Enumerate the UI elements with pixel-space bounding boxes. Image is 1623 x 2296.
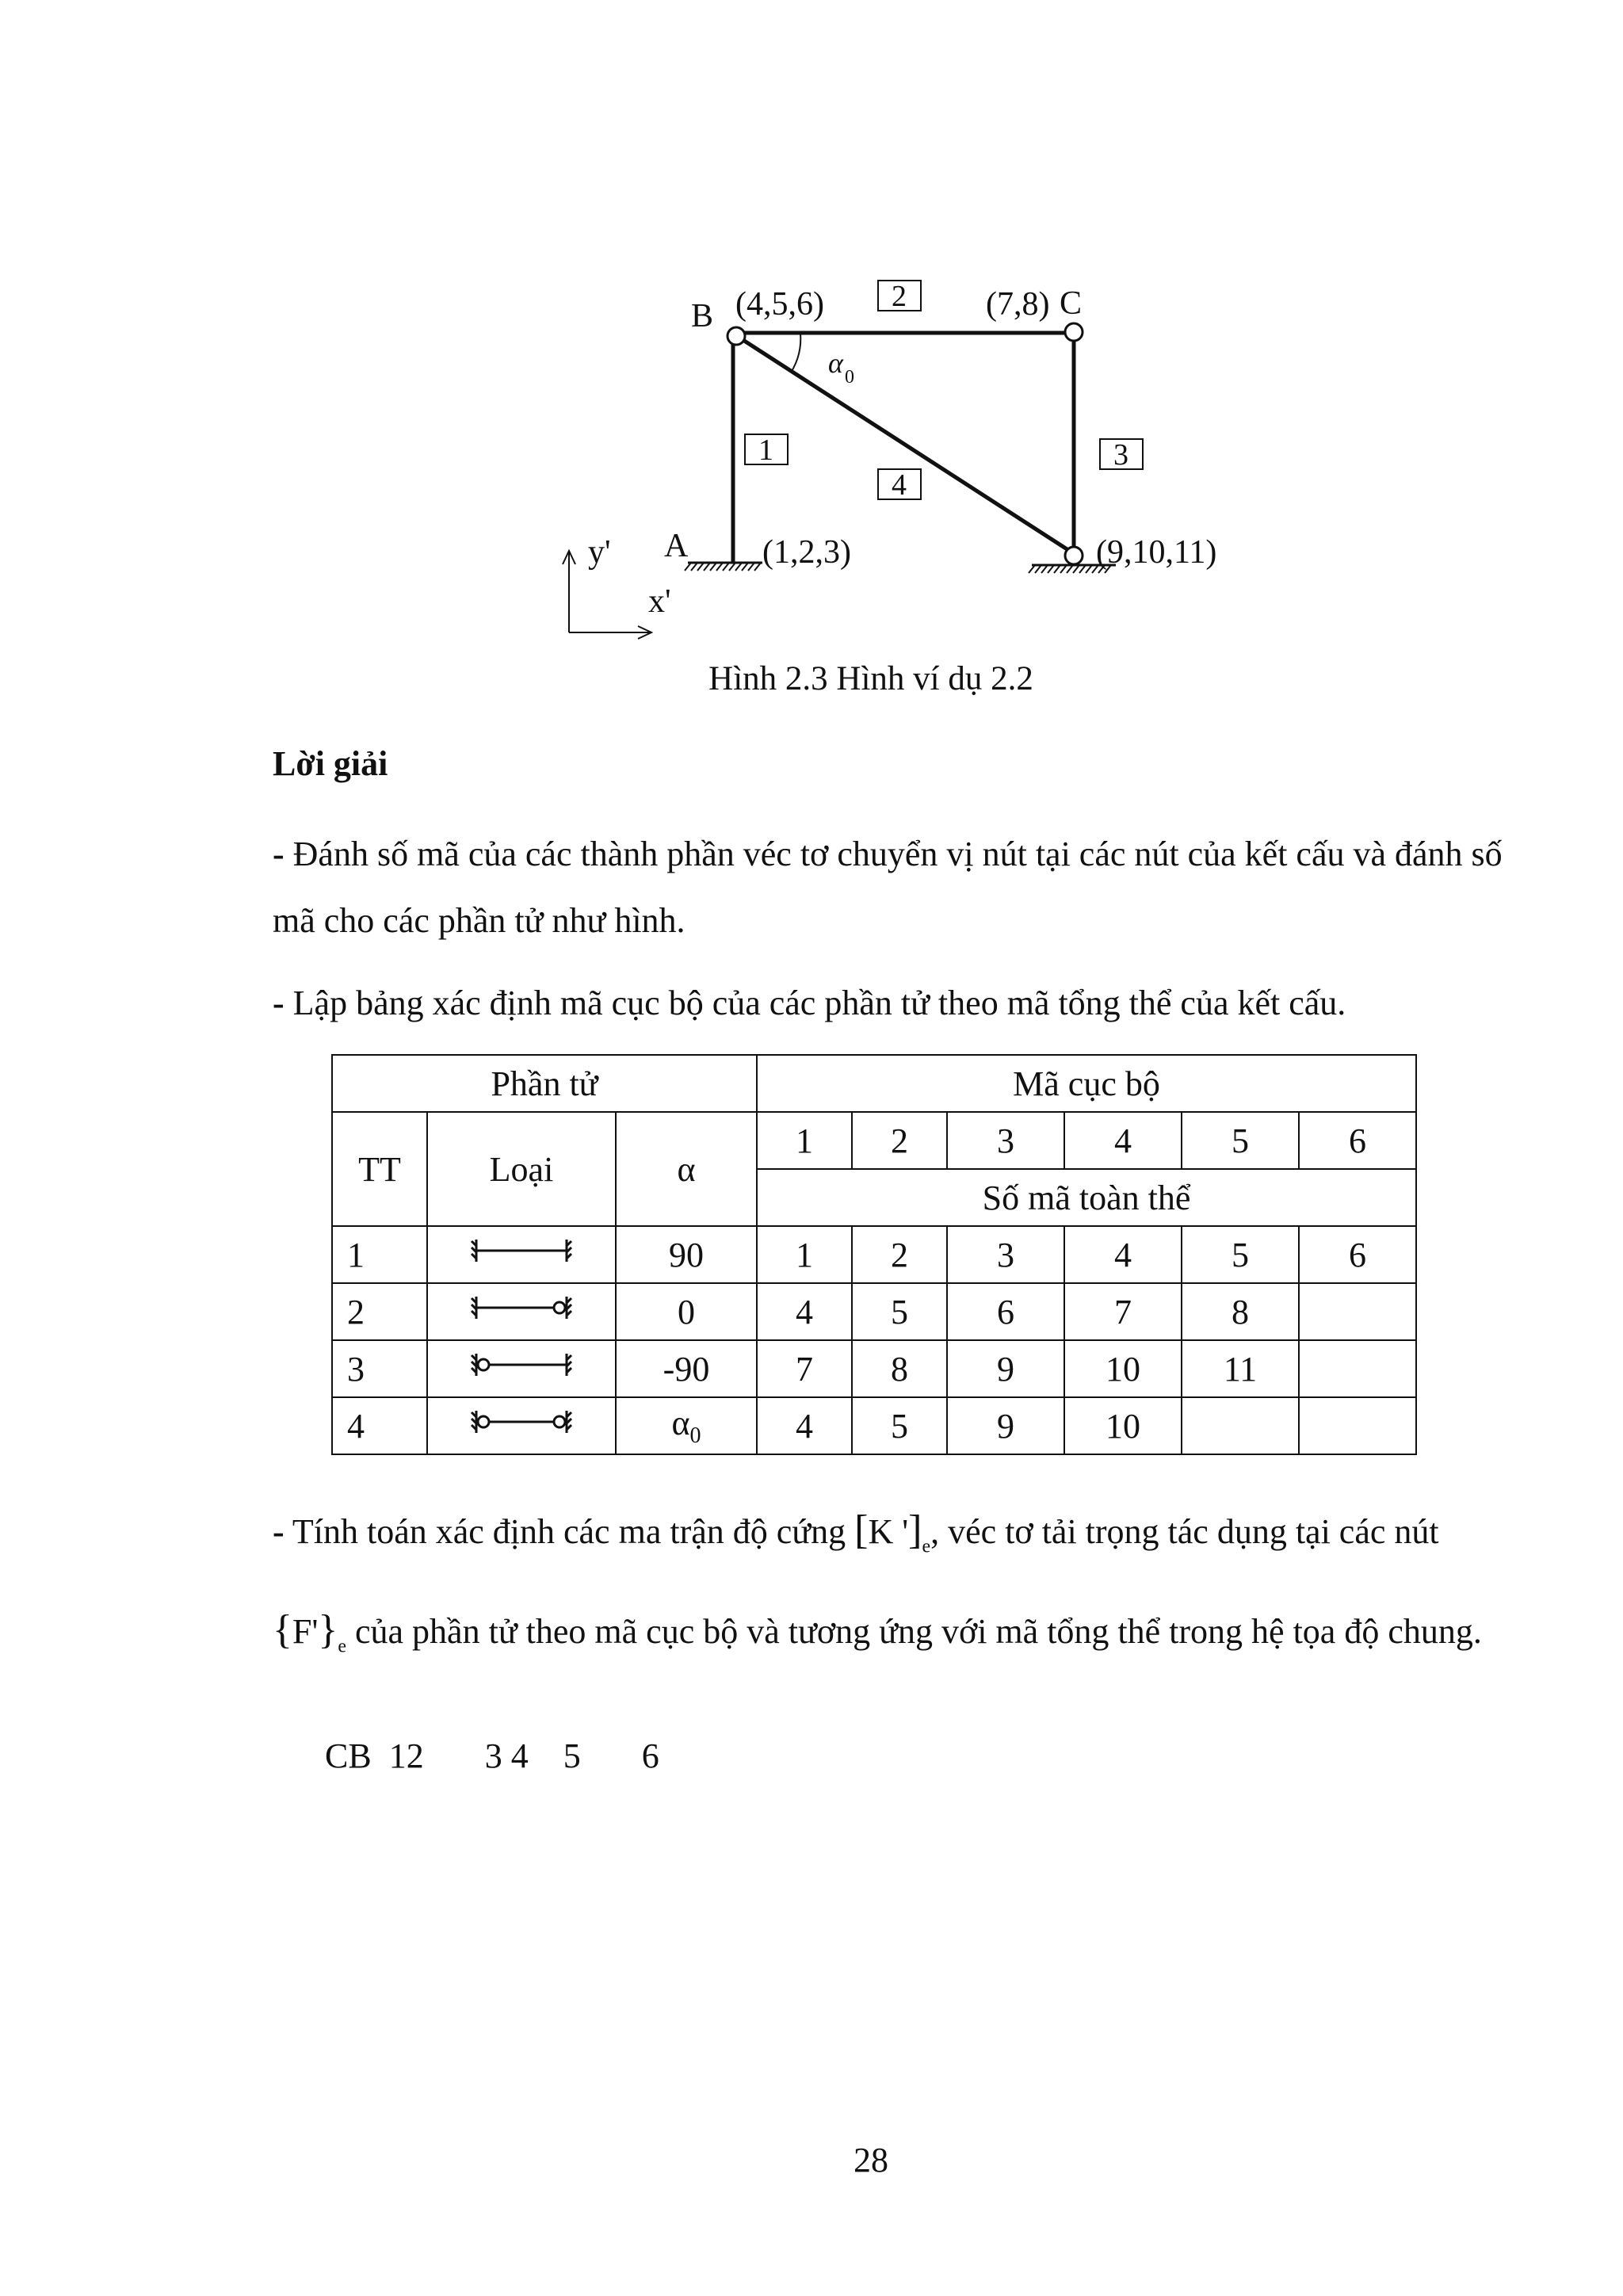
bullet-dash: - [273, 1512, 285, 1551]
hinge-B-icon [727, 327, 745, 345]
angle-label: α [828, 347, 843, 379]
codes-C: (7,8) [986, 286, 1050, 323]
local-index: 2 [852, 1112, 947, 1169]
table-row [332, 1283, 1416, 1340]
cell-code: 6 [947, 1283, 1064, 1340]
stiffness-matrix-symbol: [K ']$_e$ [854, 1507, 931, 1557]
element-type-fixed-pinned-icon [427, 1283, 616, 1340]
paragraph-3-text-c: của phần tử theo mã cục bộ và tương ứng với mã tổng thể trong hệ tọa độ chung. [346, 1612, 1482, 1652]
bullet-dash: - [273, 984, 285, 1022]
paragraph-1 [273, 821, 1509, 954]
cell-code: 4 [757, 1397, 852, 1454]
element-number-2: 2 [892, 280, 907, 313]
cb-line: CB 12 3 4 5 6 [325, 1736, 659, 1775]
cell-tt: 2 [332, 1283, 427, 1340]
element-type-pinned-pinned-icon [427, 1397, 616, 1454]
frame-figure [555, 269, 1268, 650]
cell-alpha: $\alpha_0$ [616, 1397, 757, 1454]
element-number-3: 3 [1113, 438, 1128, 472]
node-label-C: C [1060, 285, 1083, 322]
cell-code: 11 [1182, 1340, 1299, 1397]
bullet-dash: - [273, 835, 285, 873]
cell-code: 3 [947, 1226, 1064, 1283]
header-element: Phần tử [332, 1055, 757, 1112]
hinge-C-icon [1065, 323, 1083, 341]
header-local-code: Mã cục bộ [757, 1055, 1416, 1112]
element-type-pinned-fixed-icon [427, 1340, 616, 1397]
cell-code [1299, 1283, 1416, 1340]
member-4-diagonal-BD [739, 338, 1068, 550]
cell-code [1182, 1397, 1299, 1454]
header-global-code: Số mã toàn thể [757, 1169, 1416, 1226]
cell-alpha: -90 [616, 1340, 757, 1397]
col-tt: TT [332, 1112, 427, 1226]
paragraph-2-text: Lập bảng xác định mã cục bộ của các phần tử theo mã tổng thể của kết cấu. [284, 984, 1346, 1022]
element-number-1: 1 [758, 434, 773, 467]
cell-code: 8 [1182, 1283, 1299, 1340]
figure-caption: Hình 2.3 Hình ví dụ 2.2 [708, 660, 1033, 697]
element-number-4: 4 [892, 468, 907, 502]
paragraph-3-text-b: , véc tơ tải trọng tác dụng tại các nút [930, 1512, 1439, 1551]
axis-label-y: y' [588, 534, 611, 571]
cell-code [1299, 1340, 1416, 1397]
code-table [331, 1054, 1417, 1455]
cell-tt: 1 [332, 1226, 427, 1283]
cell-code: 2 [852, 1226, 947, 1283]
node-label-B: B [691, 298, 714, 334]
codes-D: (9,10,11) [1096, 534, 1217, 571]
cell-code [1299, 1397, 1416, 1454]
element-type-fixed-fixed-icon [427, 1226, 616, 1283]
cell-code: 6 [1299, 1226, 1416, 1283]
hinge-D-icon [1065, 547, 1083, 564]
col-alpha: α [616, 1112, 757, 1226]
local-index: 4 [1064, 1112, 1182, 1169]
cell-code: 4 [1064, 1226, 1182, 1283]
cell-code: 10 [1064, 1397, 1182, 1454]
col-type: Loại [427, 1112, 616, 1226]
codes-B: (4,5,6) [735, 286, 824, 323]
cell-code: 7 [1064, 1283, 1182, 1340]
cell-code: 8 [852, 1340, 947, 1397]
paragraph-3 [273, 1488, 1509, 1689]
table-row [332, 1226, 1416, 1283]
fixed-support-A-icon [685, 563, 762, 571]
local-index: 3 [947, 1112, 1064, 1169]
load-vector-symbol: $\{F'\}_e$ [273, 1607, 346, 1657]
cell-tt: 3 [332, 1340, 427, 1397]
node-label-A: A [664, 528, 689, 564]
cell-code: 7 [757, 1340, 852, 1397]
cell-code: 10 [1064, 1340, 1182, 1397]
paragraph-1-text: Đánh số mã của các thành phần véc tơ chuyển vị nút tại các nút của kết cấu và đánh số mã cho các phần tử như hình. [273, 835, 1503, 940]
cell-code: 4 [757, 1283, 852, 1340]
local-index: 6 [1299, 1112, 1416, 1169]
cell-alpha: 90 [616, 1226, 757, 1283]
cell-code: 5 [852, 1283, 947, 1340]
cell-tt: 4 [332, 1397, 427, 1454]
page-number: 28 [854, 2141, 888, 2179]
codes-A: (1,2,3) [762, 534, 851, 571]
paragraph-3-text-a: Tính toán xác định các ma trận độ cứng [284, 1512, 855, 1551]
angle-arc [791, 333, 800, 372]
table-row [332, 1397, 1416, 1454]
angle-subscript: 0 [845, 367, 854, 388]
cell-code: 9 [947, 1397, 1064, 1454]
paragraph-2 [273, 970, 1509, 1037]
section-heading: Lời giải [273, 744, 388, 783]
axis-label-x: x' [648, 583, 671, 620]
local-index: 1 [757, 1112, 852, 1169]
cell-code: 5 [1182, 1226, 1299, 1283]
cell-code: 9 [947, 1340, 1064, 1397]
cell-alpha: 0 [616, 1283, 757, 1340]
local-index: 5 [1182, 1112, 1299, 1169]
cell-code: 1 [757, 1226, 852, 1283]
table-row [332, 1340, 1416, 1397]
cell-code: 5 [852, 1397, 947, 1454]
